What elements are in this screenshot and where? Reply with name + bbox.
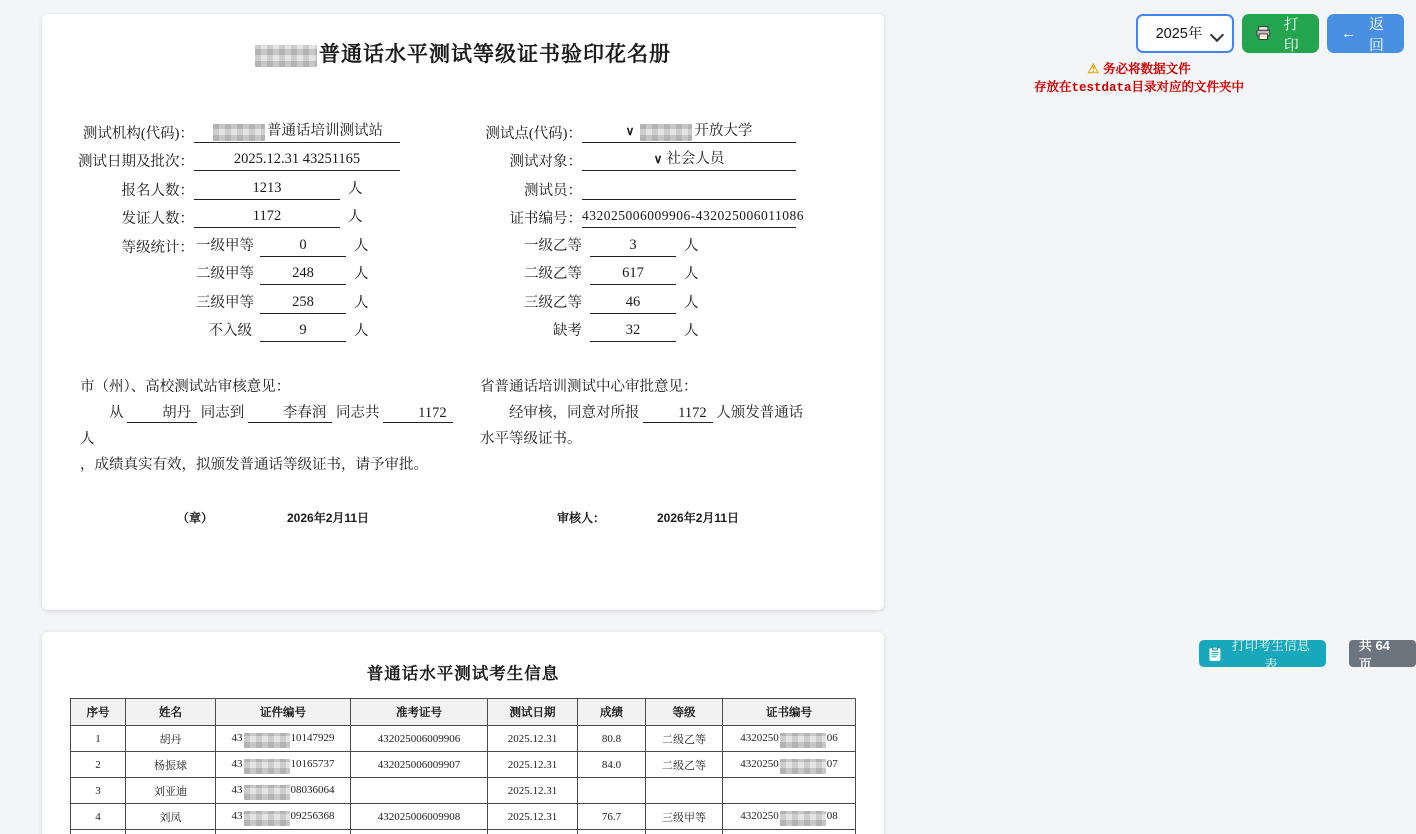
field-applicants [72,171,432,200]
table-row: 2 杨振球 43 10165737 432025006009907 2025.12.31 84.0 二级乙等 4320250 07 [71,752,856,778]
grade-row-1a [72,228,432,257]
unit-label: 人 [354,323,369,339]
redacted-region [640,124,692,141]
students-title: 普通话水平测试考生信息 [366,664,560,683]
grade-row-none [72,314,432,343]
warning-line-1: ⚠ 务必将数据文件 [1087,61,1191,76]
count-field: 1172 [643,404,712,423]
field-value: 2025.12.31 43251165 [194,148,400,171]
col-header-cert: 证书编号 [723,699,856,726]
field-value: 1172 [194,205,340,228]
redacted-region [780,811,826,826]
unit-label: 人 [348,180,363,197]
col-header-date: 测试日期 [488,699,578,726]
field-value: 432025006009906-432025006011086 [582,205,796,228]
grade-label: 二级乙等 [524,266,582,282]
year-select-wrap [1136,14,1234,53]
field-label: 测试机构(代码)： [82,125,194,142]
redacted-region [244,785,290,800]
opinion-line: 水平等级证书。 [480,431,582,447]
redacted-region [244,759,290,774]
back-arrow-icon: ← [1341,25,1356,42]
grade-row-3b [462,285,842,314]
table-row: 1 胡丹 43 10147929 432025006009906 2025.12.31 80.8 二级乙等 4320250 06 [71,726,856,752]
reviewer-label: 审核人： [557,511,606,525]
opinion-line: 从 胡丹 同志到 李春润 同志共 1172 人 [80,400,460,452]
back-button[interactable] [1327,14,1404,53]
field-label: 测试点(代码)： [485,125,582,142]
unit-label: 人 [354,266,369,282]
field-label: 报名人数： [121,182,194,199]
reviewer-date: 2026年2月11日 [657,511,740,525]
field-certified [72,200,432,229]
field-value[interactable]: ∨ 开放大学 [582,120,796,143]
form-column-left [72,114,432,342]
field-examiner [462,171,842,200]
grade-value: 32 [590,319,676,342]
grade-row-1b [462,228,842,257]
unit-label: 人 [348,209,363,225]
grade-value: 46 [590,291,676,314]
redacted-region [780,759,826,774]
redacted-region [244,811,290,826]
pages-badge: 共 64 页 [1349,640,1416,667]
unit-label: 人 [684,237,699,254]
col-header-no: 序号 [71,699,126,726]
name-field: 李春润 [248,404,333,423]
grade-row-3a [72,285,432,314]
field-label: 等级统计： [121,239,194,256]
grade-value: 9 [260,319,346,342]
students-table [70,698,856,834]
table-row-partial [71,830,856,834]
field-date-batch [72,143,432,172]
opinion-line: 经审核，同意对所报 1172 人颁发普通话 [509,405,804,421]
table-row: 4 刘凤 43 09256368 432025006009908 2025.12.31 76.7 三级甲等 4320250 08 [71,804,856,830]
print-students-button[interactable] [1199,637,1326,672]
warning-icon: ⚠ [1087,61,1100,76]
grade-value: 258 [260,291,346,314]
station-opinion [80,374,460,478]
count-field: 1172 [383,404,452,423]
unit-label: 人 [684,323,699,339]
field-label: 测试日期及批次： [78,154,194,170]
year-select[interactable] [1136,14,1234,53]
chevron-down-icon: ∨ [653,152,663,166]
grade-row-2a [72,257,432,286]
opinion-line: ，成绩真实有效，拟颁发普通话等级证书，请予审批。 [80,457,428,473]
print-students-label: 打印考生信息表 [1231,637,1310,672]
print-button[interactable] [1242,14,1319,53]
page-title: 普通话水平测试等级证书验印花名册 [42,38,884,68]
grade-label: 缺考 [553,323,582,339]
grade-label: 不入级 [208,323,252,339]
data-file-warning [1019,60,1259,97]
stamp-label: （章） [177,511,214,525]
col-header-ticket: 准考证号 [351,699,488,726]
grade-label: 一级乙等 [524,237,582,254]
field-label: 测试员： [524,182,582,199]
col-header-grade: 等级 [646,699,723,726]
center-opinion [480,374,860,452]
field-value: 普通话培训测试站 [194,120,400,143]
grade-row-2b [462,257,842,286]
chevron-down-icon: ∨ [625,123,635,138]
printer-icon [1256,26,1271,41]
redacted-region [255,45,317,67]
field-site [462,114,842,143]
redacted-region [244,733,290,748]
field-label: 发证人数： [121,211,194,227]
field-value[interactable]: ∨ 社会人员 [582,148,796,171]
topbar [1136,14,1404,53]
field-label: 测试对象： [509,154,582,170]
col-header-name: 姓名 [126,699,216,726]
unit-label: 人 [684,266,699,282]
col-header-id: 证件编号 [216,699,351,726]
grade-value: 3 [590,234,676,257]
field-org [72,114,432,143]
field-value: 1213 [194,177,340,200]
redacted-region [780,733,826,748]
print-button-label: 打印 [1283,15,1299,54]
field-subject [462,143,842,172]
roster-card [42,14,884,610]
stamp-date: 2026年2月11日 [287,511,370,525]
redacted-region [213,124,265,141]
field-value [582,199,796,200]
clipboard-icon [1209,647,1221,661]
grade-value: 0 [260,234,346,257]
table-row: 3 刘亚迪 43 08036064 2025.12.31 [71,778,856,804]
field-cert-no [462,200,842,229]
form-column-right [462,114,842,342]
col-header-score: 成绩 [578,699,646,726]
students-card [42,632,884,834]
grade-value: 248 [260,262,346,285]
grade-label: 三级甲等 [196,294,254,311]
opinion-title: 市（州）、高校测试站审核意见： [80,379,291,395]
field-label: 证书编号： [509,211,582,227]
unit-label: 人 [354,237,369,254]
back-button-label: 返回 [1368,15,1384,54]
name-field: 胡丹 [127,404,197,423]
grade-value: 617 [590,262,676,285]
side-actions [1199,637,1416,672]
unit-label: 人 [354,294,369,311]
opinion-title: 省普通话培训测试中心审批意见： [480,379,698,395]
unit-label: 人 [684,294,699,311]
warning-line-2: 存放在testdata目录对应的文件夹中 [1033,80,1245,95]
table-header-row [71,699,856,726]
grade-label: 二级甲等 [196,266,254,282]
grade-label: 三级乙等 [524,294,582,311]
grade-row-absent [462,314,842,343]
grade-label: 一级甲等 [196,237,254,254]
